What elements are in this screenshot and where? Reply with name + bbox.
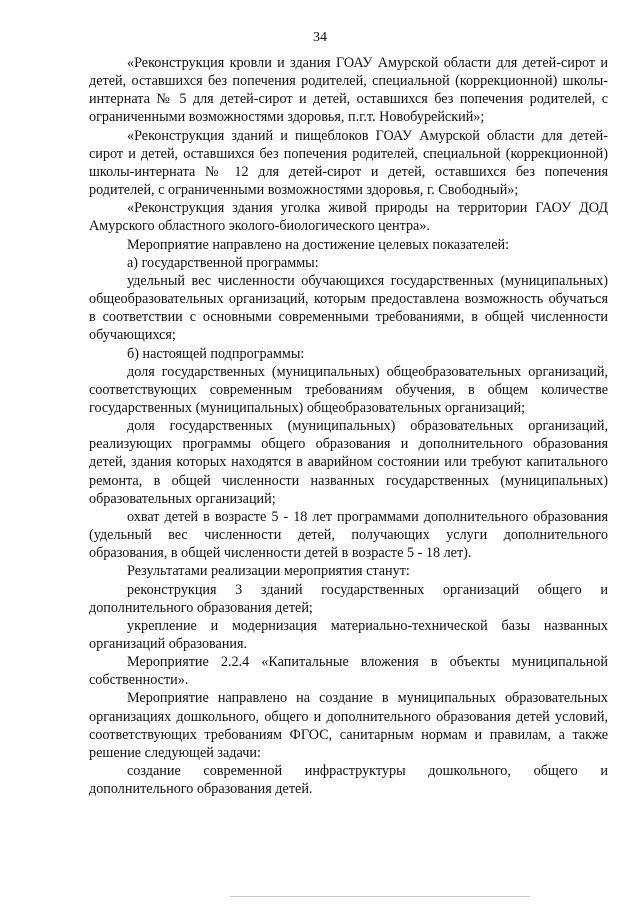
paragraph-target-indicators: Мероприятие направлено на достижение целевых показателей: (127, 236, 510, 253)
paragraph-result-reconstruction: реконструкция 3 зданий государственных организаций общего и дополнительного образования детей; (89, 581, 608, 616)
page-number: 34 (313, 30, 327, 45)
paragraph-measure-2-2-4: Мероприятие 2.2.4 «Капитальные вложения в объекты муниципальной собственности». (89, 654, 608, 689)
paragraph-reconstruction-school-5: «Реконструкция кровли и здания ГОАУ Амурской области для детей-сирот и детей, оставшихся без попечения родителей, специальной (коррекционной) школы-интерната № 5 для детей-сирот и детей, оставшихся без попечения родителей, с ограниченными возможностями здоровья, п.г.т. Новобурейский»; (89, 55, 608, 126)
paragraph-reconstruction-nature-corner: «Реконструкция здания уголка живой природы на территории ГАОУ ДОД Амурского областного эколого-биологического центра». (89, 200, 608, 235)
paragraph-children-coverage: охват детей в возрасте 5 - 18 лет программами дополнительного образования (удельный вес численности детей, получающих услуги дополнительного образования, в общей численности детей в возрасте 5 - 18 лет). (89, 508, 608, 562)
paragraph-organizations-share: доля государственных (муниципальных) общеобразовательных организаций, соответствующих современным требованиям обучения, в общем количестве государственных (муниципальных) общеобразовательных организаций; (89, 363, 608, 416)
paragraph-reconstruction-school-12: «Реконструкция зданий и пищеблоков ГОАУ Амурской области для детей-сирот и детей, оставшихся без попечения родителей, специальной (коррекционной) школы-интерната № 12 для детей-сирот и детей, оставшихся без попечения родителей, с ограниченными возможностями здоровья, г. Свободный»; (89, 127, 608, 199)
paragraph-result-modernization: укрепление и модернизация материально-технической базы названных организаций образования. (89, 617, 608, 652)
paragraph-subprogram-heading: б) настоящей подпрограммы: (127, 345, 305, 362)
paragraph-measure-purpose: Мероприятие направлено на создание в муниципальных образовательных организациях дошкольного, общего и дополнительного образования детей условий, соответствующих требованиям ФГОС, санитарным нормам и правилам, а также решение следующей задачи: (89, 690, 608, 761)
document-body (89, 54, 608, 798)
paragraph-emergency-buildings-share: доля государственных (муниципальных) образовательных организаций, реализующих программы общего образования и дополнительного образования детей, здания которых находятся в аварийном состоянии или требуют капитального ремонта, в общей численности названных государственных (муниципальных) образовательных организаций; (89, 418, 608, 507)
paragraph-results-heading: Результатами реализации мероприятия станут: (127, 563, 410, 580)
paragraph-infrastructure: создание современной инфраструктуры дошкольного, общего и дополнительного образования детей. (89, 763, 608, 798)
paragraph-state-program-heading: а) государственной программы: (127, 254, 319, 271)
paragraph-students-share: удельный вес численности обучающихся государственных (муниципальных) общеобразовательных организаций, которым предоставлена возможность обучаться в соответствии с основными современными требованиями, в общей численности обучающихся; (89, 272, 608, 344)
scan-bottom-line (230, 896, 530, 897)
